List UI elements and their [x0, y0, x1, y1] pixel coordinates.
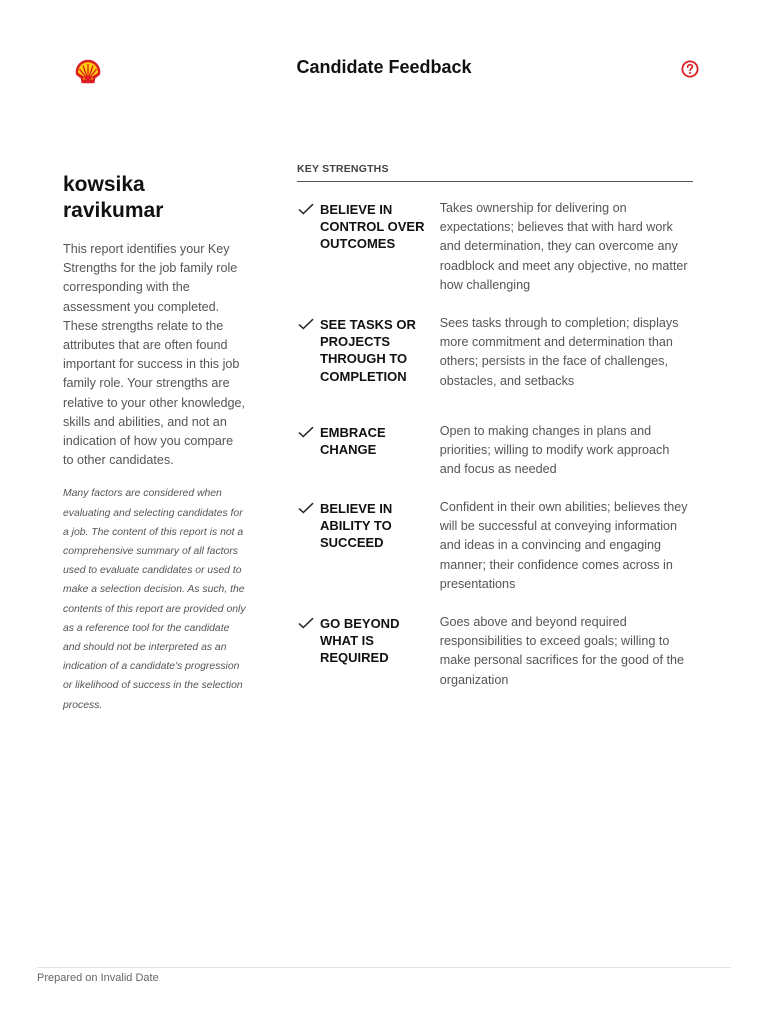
strength-item [297, 424, 693, 500]
strength-description: Takes ownership for delivering on expectations; believes that with hard work and determination, they can overcome any roadblock and meet any objective, no matter how challenging [439, 201, 688, 292]
candidate-name: kowsika ravikumar [63, 173, 164, 222]
candidate-summary [63, 172, 247, 715]
strength-description: Goes above and beyond required responsibilities to exceed goals; willing to make personal sacrifices for the good of the organization [439, 615, 685, 687]
strength-description: Open to making changes in plans and priorities; willing to modify work approach and focus as needed [439, 424, 670, 477]
key-strengths-label: KEY STRENGTHS [297, 163, 693, 182]
strength-item [297, 316, 693, 424]
checkmark-icon [297, 203, 315, 215]
page-header [0, 0, 768, 110]
strength-title: SEE TASKS OR PROJECTS THROUGH TO COMPLETION [320, 317, 416, 384]
checkmark-icon [297, 502, 315, 514]
strength-description: Confident in their own abilities; believes they will be successful at conveying information and ideas in a convincing and engaging manner; their confidence comes across in presentations [439, 500, 688, 591]
disclaimer-paragraph: Many factors are considered when evaluating and selecting candidates for a job. The content of this report is not a comprehensive summary of all factors used to evaluate candidates or used to make a selection decision. As such, the contents of this report are provided only as a reference tool for the candidate and should not be interpreted as an indication of a candidate's progression or likelihood of success in the selection process. [63, 488, 246, 711]
strength-title: BELIEVE IN CONTROL OVER OUTCOMES [320, 202, 425, 252]
footer-divider [37, 967, 731, 968]
key-strengths-section [297, 163, 693, 690]
strength-title: GO BEYOND WHAT IS REQUIRED [320, 616, 400, 666]
checkmark-icon [297, 617, 315, 629]
strength-item [297, 201, 693, 316]
strength-title: EMBRACE CHANGE [320, 425, 386, 458]
help-question-icon[interactable] [681, 60, 699, 78]
checkmark-icon [297, 318, 315, 330]
intro-paragraph: This report identifies your Key Strengths for the job family role corresponding with the assessment you completed. These strengths relate to the attributes that are often found important for success in this job family role. Your strengths are relative to your other knowledge, skills and abilities, and not an indication of how you compare to other candidates. [63, 242, 246, 468]
strength-title: BELIEVE IN ABILITY TO SUCCEED [320, 501, 393, 551]
strength-item [297, 615, 693, 690]
strengths-list [297, 201, 693, 690]
checkmark-icon [297, 426, 315, 438]
page-title: Candidate Feedback [296, 57, 472, 77]
strength-description: Sees tasks through to completion; displays more commitment and determination than others; persists in the face of challenges, obstacles, and setbacks [439, 316, 679, 388]
prepared-date: Prepared on Invalid Date [37, 972, 159, 984]
strength-item [297, 500, 693, 615]
